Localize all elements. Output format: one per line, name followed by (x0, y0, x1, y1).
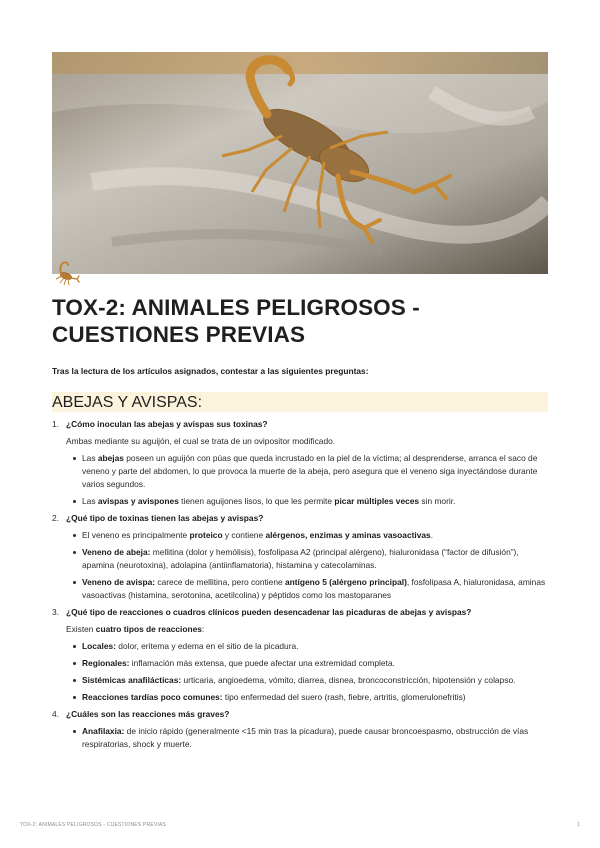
question-number: 1. (52, 419, 59, 429)
list-item: Las abejas poseen un aguijón con púas que queda incrustado en la piel de la víctima; al desprenderse, arranca el saco de veneno y parte del abdomen, lo que provoca la muerte de la abeja, pero asegura que el veneno siga inyectándose durante varios segundos. (82, 452, 548, 491)
page-number: 1 (577, 822, 580, 828)
question-item (52, 606, 548, 619)
scorpion-photo (52, 52, 548, 274)
list-item: Veneno de abeja: mellitina (dolor y hemólisis), fosfolipasa A2 (principal alérgeno), hialuronidasa (“factor de difusión”), apamina (neurotoxina), adolapina (antiinflamatoria), histamina y catecolaminas. (82, 546, 548, 572)
question-text: ¿Qué tipo de reacciones o cuadros clínicos pueden desencadenar las picaduras de abejas y avispas? (66, 607, 472, 617)
question-text: ¿Cuáles son las reacciones más graves? (66, 709, 230, 719)
section-heading (52, 392, 548, 412)
answer-text: Existen cuatro tipos de reacciones: (66, 624, 205, 634)
question-text: ¿Qué tipo de toxinas tienen las abejas y avispas? (66, 513, 264, 523)
question-number: 2. (52, 513, 59, 523)
list-item: Veneno de avispa: carece de mellitina, pero contiene antígeno 5 (alérgeno principal), fosfolipasa A, hialuronidasa, aminas vasoactivas (histamina, serotonina, acetilcolina) y péptidos como los mastoparanes (82, 576, 548, 602)
question-text: ¿Cómo inoculan las abejas y avispas sus toxinas? (66, 419, 268, 429)
intro-text: Tras la lectura de los artículos asignados, contestar a las siguientes preguntas: (52, 366, 369, 376)
cover-image (52, 52, 548, 274)
answer-bullets (52, 452, 548, 508)
section-heading-text: ABEJAS Y AVISPAS: (52, 394, 203, 411)
answer-bullets (52, 640, 548, 704)
question-number: 4. (52, 709, 59, 719)
page-title: TOX-2: ANIMALES PELIGROSOS - CUESTIONES PREVIAS (52, 295, 420, 347)
scorpion-icon (52, 258, 82, 288)
question-item (52, 512, 548, 525)
answer-bullets (52, 725, 548, 751)
answer-text: Ambas mediante su aguijón, el cual se trata de un ovipositor modificado. (66, 436, 336, 446)
list-item: El veneno es principalmente proteico y contiene alérgenos, enzimas y aminas vasoactivas. (82, 529, 548, 542)
question-item (52, 418, 548, 431)
list-item: Regionales: inflamación más extensa, que puede afectar una extremidad completa. (82, 657, 548, 670)
list-item: Las avispas y avispones tienen aguijones lisos, lo que les permite picar múltiples veces sin morir. (82, 495, 548, 508)
page-footer: TOX-2: ANIMALES PELIGROSOS - CUESTIONES PREVIAS (20, 822, 167, 828)
list-item: Locales: dolor, eritema y edema en el sitio de la picadura. (82, 640, 548, 653)
question-list (52, 414, 548, 755)
list-item: Sistémicas anafilácticas: urticaria, angioedema, vómito, diarrea, disnea, broncoconstricción, hipotensión y colapso. (82, 674, 548, 687)
answer-bullets (52, 529, 548, 602)
list-item: Reacciones tardías poco comunes: tipo enfermedad del suero (rash, fiebre, artritis, glomerulonefritis) (82, 691, 548, 704)
list-item: Anafilaxia: de inicio rápido (generalmente <15 min tras la picadura), puede causar broncoespasmo, obstrucción de vías respiratorias, shock y muerte. (82, 725, 548, 751)
question-item (52, 708, 548, 721)
question-number: 3. (52, 607, 59, 617)
